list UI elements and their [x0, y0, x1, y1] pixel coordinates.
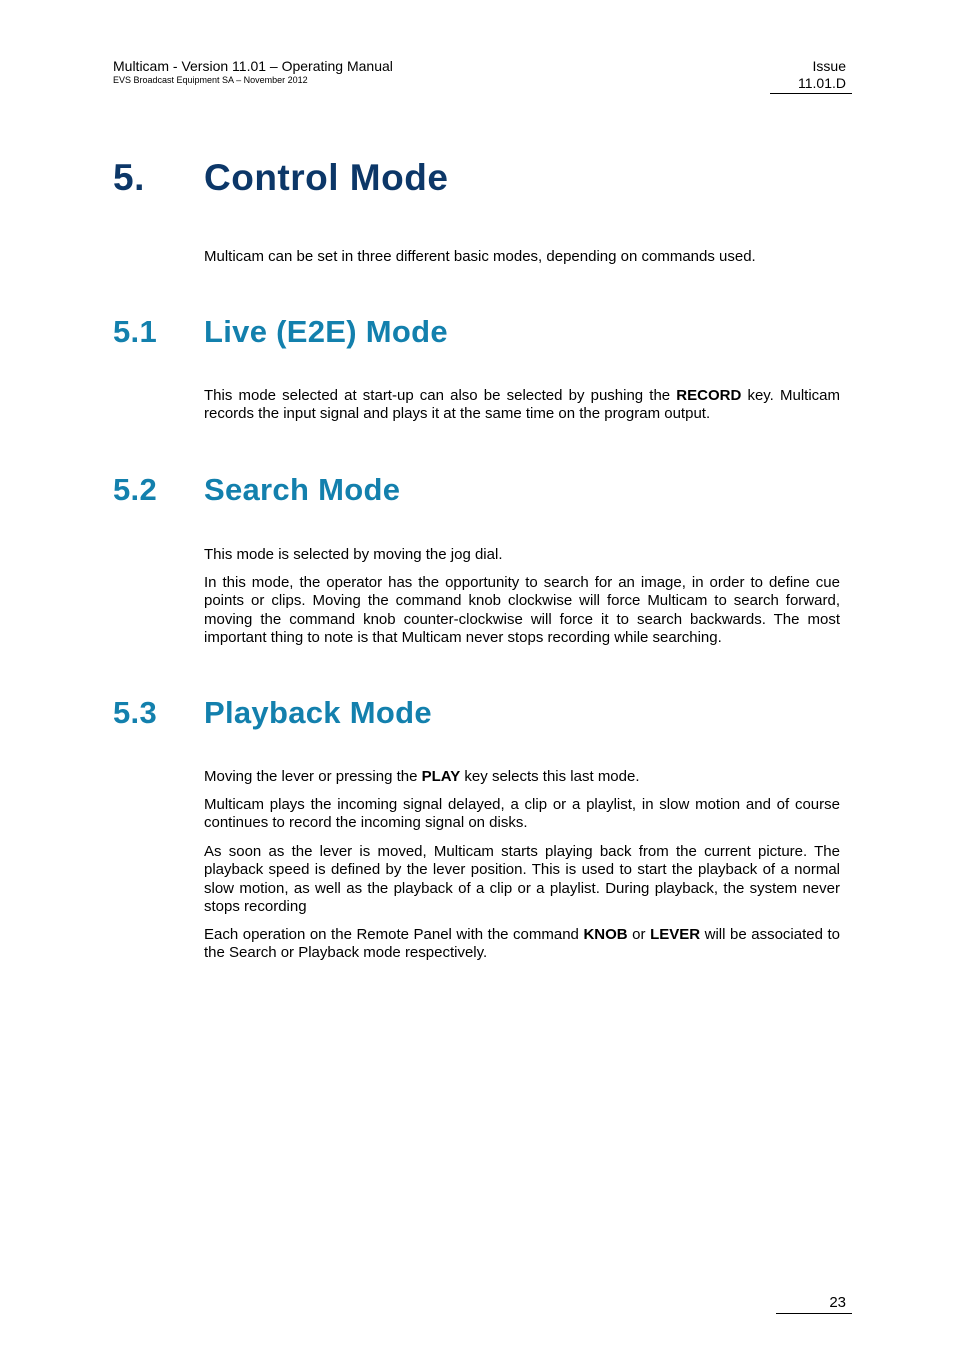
section-number: 5.2	[113, 472, 157, 507]
issue-value: 11.01.D	[798, 75, 846, 91]
text-run: key. Multicam records the input signal and plays it at the same time on the program output.	[204, 387, 841, 423]
playback-mode-paragraph-1	[204, 768, 840, 786]
section-heading-search	[113, 470, 400, 510]
text-run: or	[627, 926, 651, 943]
text-run: This mode selected at start-up can also be selected by pushing the	[204, 387, 677, 404]
chapter-heading	[113, 154, 448, 202]
playback-mode-paragraph-4	[204, 926, 840, 963]
chapter-number: 5.	[113, 157, 145, 198]
chapter-title: Control Mode	[204, 157, 449, 198]
search-mode-paragraph-2: In this mode, the operator has the opportunity to search for an image, in order to define cue points or clips. Moving the command knob clockwise will force Multicam to search forward, moving the command knob counter-clockwise will force it to search backwards. The most important thing to note is that Multicam never stops recording while searching.	[204, 574, 840, 647]
text-run: key selects this last mode.	[460, 768, 640, 785]
page-header	[113, 58, 393, 86]
playback-mode-paragraph-2: Multicam plays the incoming signal delayed, a clip or a playlist, in slow motion and of course continues to record the incoming signal on disks.	[204, 796, 840, 832]
section-title: Playback Mode	[204, 695, 432, 730]
knob-label: KNOB	[583, 926, 628, 943]
search-mode-paragraph-1: This mode is selected by moving the jog dial.	[204, 546, 503, 563]
section-heading-live	[113, 312, 448, 352]
issue-label: Issue	[812, 58, 846, 74]
issue-block	[770, 58, 852, 94]
play-key-label: PLAY	[421, 768, 461, 785]
section-title: Live (E2E) Mode	[204, 314, 448, 349]
page-number-value: 23	[829, 1294, 846, 1311]
text-run: Each operation on the Remote Panel with the command	[204, 926, 584, 943]
manual-publisher: EVS Broadcast Equipment SA – November 2012	[113, 75, 308, 85]
manual-title: Multicam - Version 11.01 – Operating Manual	[113, 58, 393, 74]
section-heading-playback	[113, 693, 432, 733]
record-key-label: RECORD	[676, 387, 742, 404]
section-number: 5.1	[113, 314, 157, 349]
page-number	[776, 1294, 852, 1314]
section-number: 5.3	[113, 695, 157, 730]
playback-mode-paragraph-3: As soon as the lever is moved, Multicam starts playing back from the current picture. The playback speed is defined by the lever position. This is used to start the playback of a normal slow motion, as well as the playback of a clip or a playlist. During playback, the system never stops recording	[204, 843, 840, 916]
chapter-intro: Multicam can be set in three different basic modes, depending on commands used.	[204, 248, 756, 265]
live-mode-paragraph	[204, 387, 840, 424]
lever-label: LEVER	[650, 926, 701, 943]
text-run: Moving the lever or pressing the	[204, 768, 422, 785]
section-title: Search Mode	[204, 472, 401, 507]
text-run: will be associated to the Search or Playback mode respectively.	[204, 926, 840, 962]
